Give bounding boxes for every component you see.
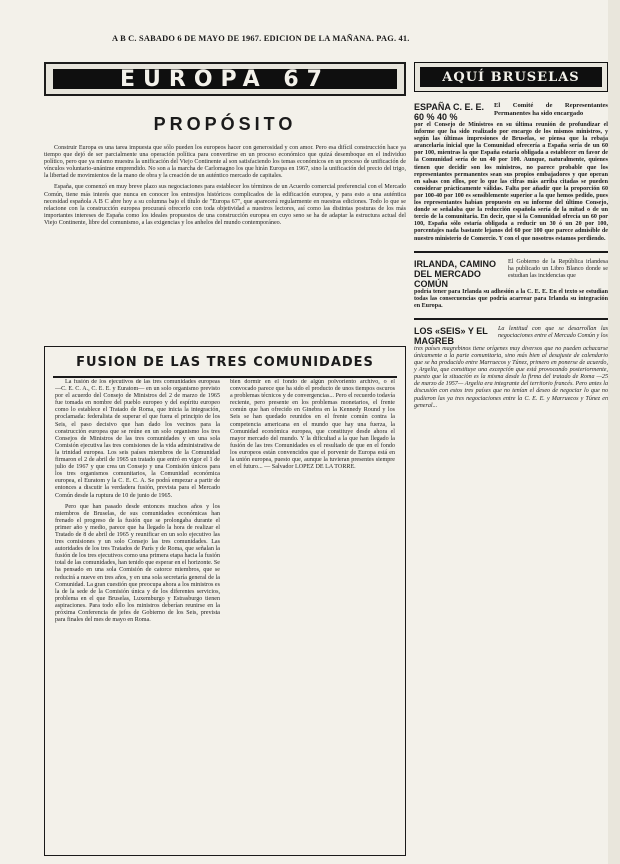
irlanda-head-row xyxy=(414,259,608,289)
fusion-column-1 xyxy=(55,379,220,847)
fusion-text-1: La fusión de los ejecutivos de las tres comunidades europeas —C. E. C. A., C. E. E. y Euratom— en un solo organismo previsto por el acuerdo del Consejo de Ministros del 2 de marzo de 1965 fue tomada en nombre del pueblo europeo y del espíritu europeo como lo establece el Tratado de Roma, que inicia la integración, proclamada: federalista de superar el que fuera el principio de los Seis, el paso decisivo que han dado los vecinos para la construcción europea que se reúne en un solo organismo los tres Consejos de Ministros de las tres comunidades y en una sola Comisión ejecutiva las tres comisiones de la vida administrativa de la trinidad europea. Los seis países miembros de la Comunidad firmaron el 2 de abril de 1965 un tratado que entró en vigor el 1 de julio de 1967 y que crea un Consejo y una Comisión únicos para los tres organismos comunitarios, la Comunidad económica europea, el Euratom y la C. E. C. A. Se podrá empezar a partir de entonces a discutir la verdadera fusión, prevista para el Mercado Común desde la ruptura de 10 de junio de 1965. xyxy=(55,379,220,499)
espana-head-row xyxy=(414,102,608,122)
right-divider-1 xyxy=(414,251,608,253)
seis-headline: LOS «SEIS» Y EL MAGREB xyxy=(414,325,488,346)
bruselas-section xyxy=(414,62,608,414)
proposito-title: PROPÓSITO xyxy=(153,114,297,134)
seis-aside: La lentitud con que se desarrollan las negociaciones entre el Mercado Común y los xyxy=(498,325,608,339)
seis-text: tres países magrebinos tiene orígenes muy diversos que no pueden achacarse únicamente a la parte comunitaria, sino más bien al desajuste de calendario que se ha producido entre Marruecos y Túnez, primero en ponerse de acuerdo, y Argelia, que constituye una excepción que está provocando posteriormente, puesto que la situación es la misma desde la firma del tratado de Roma —25 de marzo de 1957— Argelia era integrante del territorio francés. Pero antes la discusión con estos tres países que no tenían el deseo de negociar lo que no pudieron las ya tres negociaciones entre la C. E. E. y Marruecos y Túnez en general... xyxy=(414,345,608,409)
page-edge xyxy=(608,0,620,864)
bruselas-banner-text: AQUÍ BRUSELAS xyxy=(420,67,602,87)
fusion-text-2: Pero que han pasado desde entonces muchos años y los miembros de Bruselas, de sus comunidades económicas han frenado el progreso de la fusión que se prolongaba durante el primer año y medio, parece que ha llegado la hora de realizar el Tratado de 8 de abril de 1965 y reunificar en un solo ejecutivo las tres comisiones y un solo Consejo las tres comunidades. Las autoridades de los tres Tratados de París y de Roma, que señalan la fusión de los tres ejecutivos como una primera etapa hacia la fusión total de las comunidades, han tenido que esperar en el horizonte. Se ha pensado en una sola Comisión de catorce miembros, que se reducirá a nueve en tres años, y en una sola secretaría general de la Comunidad. La gran cuestión que preocupa ahora a los ministros es la de la sede de la Comisión única y de los diferentes servicios, problema en el que Bruselas, Luxemburgo y Estrasburgo tienen aspiraciones. Para todo ello los ministros deberían reunirse en la próxima Conferencia de jefes de Gobierno de los Seis, prevista para finales del mes de mayo en Roma. xyxy=(55,503,220,624)
bruselas-banner xyxy=(414,62,608,92)
fusion-columns xyxy=(55,379,395,847)
page-header: A B C. SABADO 6 DE MAYO DE 1967. EDICION DE LA MAÑANA. PAG. 41. xyxy=(112,34,410,43)
europa-banner-text: EUROPA 67 xyxy=(53,69,397,89)
fusion-column-2 xyxy=(230,379,395,847)
irlanda-aside: El Gobierno de la República irlandesa ha publicado un Libro Blanco donde se estudian las incidencias que xyxy=(508,258,608,279)
espana-text: por el Consejo de Ministros en su última reunión de profundizar el informe que ha sido realizado por encargo de los mismos ministros, y según las últimas impresiones de Bruselas, se piensa que la rebaja arancelaria inicial que la Comunidad ofrecería a España sería de un 60 por 100, mientras la que España estaría obligada a establecer en favor de la Comunidad sería de un 40 por 100. Aunque, naturalmente, quienes tienen que decidir son los ministros, no parece probable que los representantes permanentes sean sus propios embajadores y que operan en salsas con ellos, por lo que las cifras más arriba citadas se pueden considerar prácticamente válidas. Falta por añadir que la proporción 60 por 100-40 por 100 es sensiblemente superior a la que hemos pedido, pues los representantes habían propuesto en su informe del último Consejo, donde se señalaba que la reducción española sería de la mitad o de un tercio de la comunitaria. En decir, que si la Comunidad ofrecía un 60 por 100, España sólo estaría obligada a reducir un 30 ó un 20 por 100, porcentajes nada bastante lejanos del 60 por 100 que parece admisible de nuestro ministerio de Comercio. Y con el que nosotros estamos perdiendo. xyxy=(414,122,608,242)
europa-section xyxy=(44,62,406,231)
espana-aside: El Comité de Representantes Permanentes ha sido encargado xyxy=(494,102,608,117)
irlanda-headline: IRLANDA, CAMINO DEL MERCADO COMÚN xyxy=(414,258,496,289)
proposito-paragraph-2: España, que comenzó en muy breve plazo sus negociaciones para establecer los términos de un Acuerdo comercial preferencial con el Mercado Común, tiene más interés que nunca en conocer los entresijos históricos complicados de la edificación europea, y para esto a una auténtica necesidad española A B C abre hoy a su columna bajo el título de "Europa 67", que aparecerá regularmente en nuestras ediciones. Todo lo que se relacione con la construcción europea procurará ofrecerlo con toda objetividad a nuestros lectores, así como las distintas posturas de los más importantes intereses de España como los ideales propuestos de una construcción europea en cuyo seno se ha de adaptar la estructura actual del Viejo Continente, libre del comunismo, a las exigencias y los anhelos del mundo contemporáneo. xyxy=(44,184,406,226)
seis-head-row xyxy=(414,326,608,346)
fusion-article xyxy=(44,346,406,856)
right-divider-2 xyxy=(414,318,608,320)
fusion-text-3: bien dormir en el fondo de algún polvoriento archivo, o el convocado parece que ha sido el producto de unos tiempos oscuros a problemas técnicos y de convergencias... Pero el recuerdo todavía reciente, pero presente en los problemas monetarios, el frente común que han ofrecido en Ginebra en la Kennedy Round y los Seis se han quedado reunidos en el frente común contra la competencia americana en el mundo que hay una fuerza, la Comunidad económica europea, que constituye desde ahora el mayor mercado del mundo. Y la dificultad a la que han llegado la fusión de las tres Comunidades es el resultado de que en el fondo los europeos están convencidos que el porvenir de Europa está en la unión europea, puesto que, aunque la tuvieran presentes siempre en el futuro... — Salvador LOPEZ DE LA TORRE. xyxy=(230,379,395,471)
proposito-paragraph-1: Construir Europa es una tarea impuesta que sólo pueden los europeos hacer con generosidad y con amor. Pero esa difícil construcción hace ya tiempo que dejó de ser parcialmente una operación política para convertirse en un proceso económico que quizá desemboque en el individuo político, pero que ya mismo muestra la unificación del Viejo Continente al son satisfaciendo los temas económicos en un proceso de unificación de vínculos voluntario-unánime emprendido. No son a la marcha de Carlomagno los que hirán Europa en 1967, sino la unificación del precio del trigo, la libertad de movimientos de la mano de obra y la creación de un auténtico mercado de capitales. xyxy=(44,145,406,180)
fusion-title: FUSION DE LAS TRES COMUNIDADES xyxy=(53,347,397,378)
espana-headline: ESPAÑA C. E. E. 60 % 40 % xyxy=(414,102,485,122)
europa-banner xyxy=(44,62,406,96)
irlanda-text: podría tener para Irlanda su adhesión a la C. E. E. En el texto se estudian todas las consecuencias que podría acarrear para Irlanda su integración en Europa. xyxy=(414,288,608,309)
